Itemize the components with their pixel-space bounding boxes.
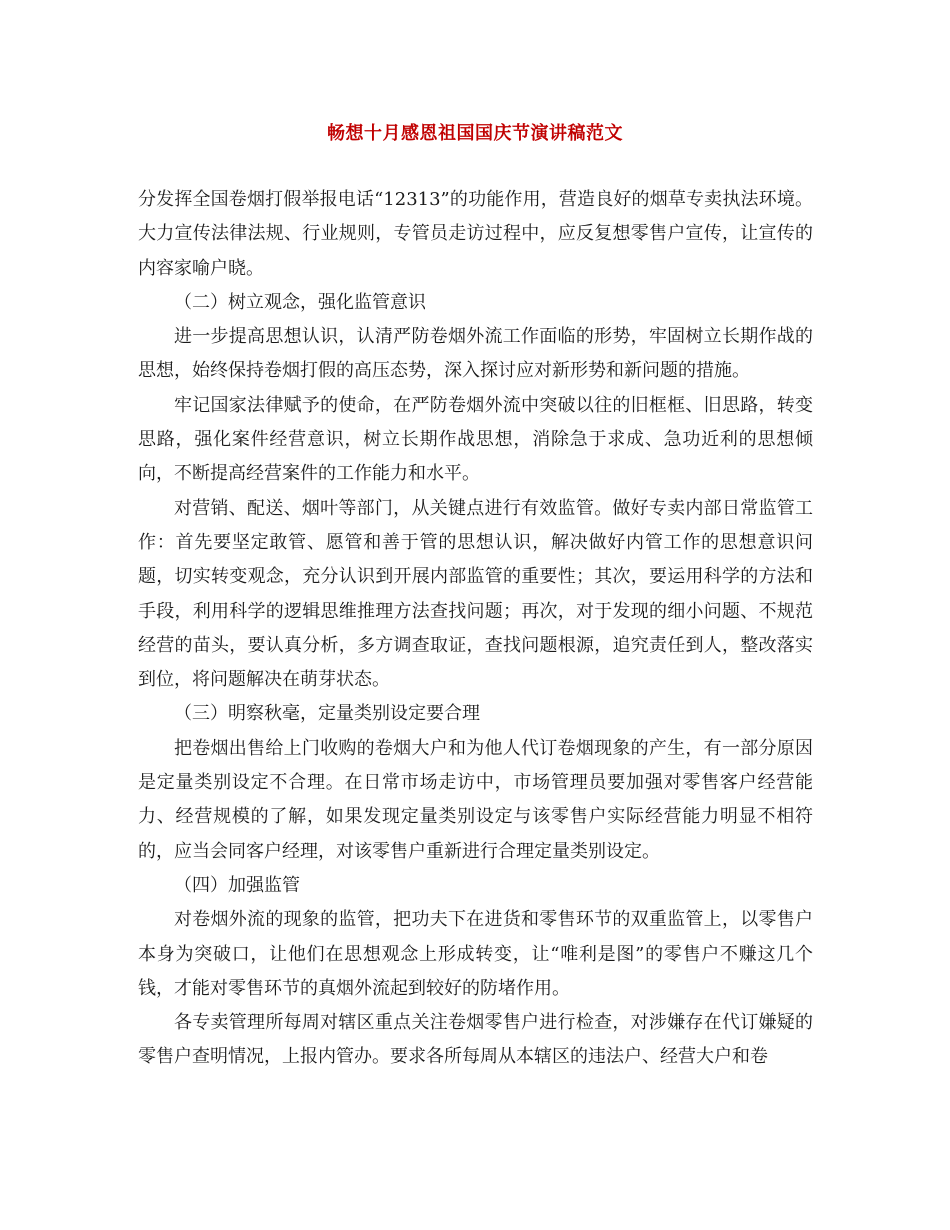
document-title: 畅想十月感恩祖国国庆节演讲稿范文 <box>327 123 623 144</box>
section-heading-4: （四）加强监管 <box>174 874 300 896</box>
section-heading-2: （二）树立观念，强化监管意识 <box>174 291 426 313</box>
paragraph-4: 牢记国家法律赋予的使命，在严防卷烟外流中突破以往的旧框框、旧思路，转变思路，强化案件经营意识，树立长期作战思想，消除急于求成、急功近利的思想倾向，不断提高经营案件的工作能力和水平。 <box>138 394 813 485</box>
paragraph-9: 对卷烟外流的现象的监管，把功夫下在进货和零售环节的双重监管上，以零售户本身为突破口，让他们在思想观念上形成转变，让“唯利是图”的零售户不赚这几个钱，才能对零售环节的真烟外流起到较好的防堵作用。 <box>138 909 813 999</box>
paragraph-1: 分发挥全国卷烟打假举报电话“12313”的功能作用，营造良好的烟草专卖执法环境。大力宣传法律法规、行业规则，专管员走访过程中，应反复想零售户宣传，让宣传的内容家喻户晓。 <box>138 189 813 279</box>
section-heading-3: （三）明察秋毫，定量类别设定要合理 <box>174 703 480 725</box>
paragraph-5: 对营销、配送、烟叶等部门，从关键点进行有效监管。做好专卖内部日常监管工作：首先要坚定敢管、愿管和善于管的思想认识，解决做好内管工作的思想意识问题，切实转变观念，充分认识到开展内部监管的重要性；其次，要运用科学的方法和手段，利用科学的逻辑思维推理方法查找问题；再次，对于发现的细小问题、不规范经营的苗头，要认真分析，多方调查取证，查找问题根源，追究责任到人，整改落实到位，将问题解决在萌芽状态。 <box>138 497 813 691</box>
paragraph-10: 各专卖管理所每周对辖区重点关注卷烟零售户进行检查，对涉嫌存在代订嫌疑的零售户查明情况，上报内管办。要求各所每周从本辖区的违法户、经营大户和卷 <box>138 1012 813 1068</box>
document-body <box>138 183 813 1075</box>
paragraph-3: 进一步提高思想认识，认清严防卷烟外流工作面临的形势，牢固树立长期作战的思想，始终保持卷烟打假的高压态势，深入探讨应对新形势和新问题的措施。 <box>138 326 813 382</box>
paragraph-7: 把卷烟出售给上门收购的卷烟大户和为他人代订卷烟现象的产生，有一部分原因是定量类别设定不合理。在日常市场走访中，市场管理员要加强对零售客户经营能力、经营规模的了解，如果发现定量类别设定与该零售户实际经营能力明显不相符的，应当会同客户经理，对该零售户重新进行合理定量类别设定。 <box>138 737 813 862</box>
